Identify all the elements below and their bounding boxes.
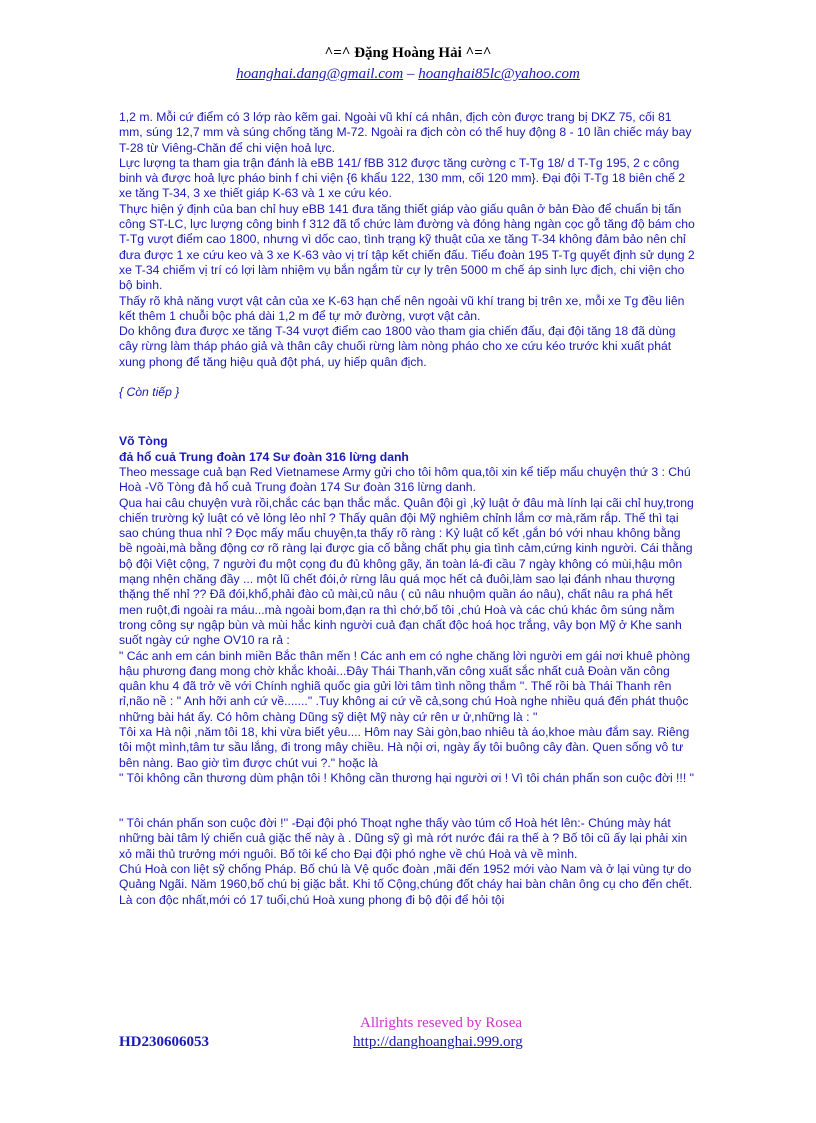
paragraph: Tôi xa Hà nội ,năm tôi 18, khi vừa biết yêu.... Hôm nay Sài gòn,bao nhiêu tà áo,khoe màu đắm say. Riêng tôi một mình,tâm tư sầu lắng, đi trong mây chiều. Hà nội ơi, ngày ấy tôi buông cây đàn. Quen sống vô tư bên nàng. Bao giờ tìm được chút vui ?." hoặc là <box>119 724 690 770</box>
paragraph: Qua hai câu chuyện vưà rồi,chắc các bạn thắc mắc. Quân đội gì ,kỷ luật ở đâu mà lính lại cãi chỉ huy,trong chiến trường kỷ luật có vẻ lỏng lẻo nhỉ ? Thấy quân đội Mỹ nghiêm chỉnh lắm cơ mà,răm rắp. Thế thì tại sao chúng thua nhỉ ? Đọc mấy mẩu chuyện,ta thấy rõ ràng : Kỷ luật cố kết ,gắn bó với nhau không bằng bề ngoài,mà bằng động cơ rõ ràng lại được gia cố bằng chất phụ gia tình cảm,cứng kinh người. Cái thằng bộ đội Việt cộng, 7 người đu một cọng đu đủ không gãy, ăn toàn lá-đi cầu 7 ngày không có mùi,hậu môn mạng nhện chăng đầy ... một lũ chết đói,ở rừng lâu quá mọc hết cả đuôi,làm sao lại đánh nhau thượng thặng thế nhỉ ?? Đã đói,khổ,phải đào củ mài,củ nâu ( củ nâu nhuộm quần áo nâu), chất nâu ra phá hết men ruột,đi ngoài ra máu...mà ngoài bom,đạn ra thì chớ,bố tôi ,chú Hoà và các chú khác ôm súng nằm trong công sự ngập bùn và mùi hắc kinh người cuả đạn chất độc hoá học trắng, vây bọn Mỹ ở Khe sanh suốt ngày cứ nghe OV10 ra rả : <box>119 495 694 648</box>
section-subtitle: đả hổ cuả Trung đoàn 174 Sư đoàn 316 lừng danh <box>119 449 409 464</box>
page-title: ^=^ Đặng Hoàng Hải ^=^ <box>324 45 492 61</box>
paragraph: Thấy rõ khả năng vượt vật cản của xe K-63 hạn chế nên ngoài vũ khí trang bị trên xe, mỗi xe Tg đều liên kết thêm 1 chuỗi bộc phá dài 1,2 m để tự mở đường, vượt vật cản. <box>119 293 685 323</box>
paragraph: Thực hiện ý định của ban chỉ huy eBB 141 đưa tăng thiết giáp vào giấu quân ở bản Đào để chuẩn bị tấn công ST-LC, lực lượng công binh f 312 đã tổ chức làm đường và đóng hàng ngàn cọc gỗ tăng độ bám cho T-Tg vượt điểm cao 1800, nhưng vì dốc cao, tình trạng kỹ thuật của xe tăng T-34 không đảm bảo nên chỉ đưa được 1 xe cứu keo và 3 xe K-63 vào vị trí tập kết chiến đấu. Tiểu đoàn 195 T-Tg quyết định sử dụng 2 xe T-34 chiếm vị trí có lợi làm nhiệm vụ bắn ngắm từ cự ly trên 5000 m chế áp sinh lực địch, chi viện cho bộ binh. <box>119 201 695 293</box>
page-header <box>0 44 816 84</box>
footer-url-link[interactable]: http://danghoanghai.999.org <box>353 1034 523 1050</box>
paragraph: " Tôi chán phấn son cuộc đời !'' -Đại đội phó Thoạt nghe thấy vào túm cổ Hoà hét lên:- Chúng mày hát những bài tâm lý chiến cuả giặc thế này à . Dũng sỹ gì mà rớt nước đái ra thế à ? Bố tôi cũ ấy lại phải xin xỏ mãi thủ trưởng mới nguôi. Bố tôi kể cho Đại đội phó nghe về chú Hoà và về mình. <box>119 816 688 861</box>
email-separator: – <box>403 66 419 82</box>
document-body <box>119 110 697 908</box>
paragraph: Lực lượng ta tham gia trận đánh là eBB 141/ fBB 312 được tăng cường c T-Tg 18/ d T-Tg 195, 2 c công binh và được hoả lực pháo binh f chi viện {6 khẩu 122, 130 mm, cối 120 mm}. Đại đội T-Tg 18 biên chế 2 xe tăng T-34, 3 xe thiết giáp K-63 và 1 xe cứu kéo. <box>119 155 686 201</box>
email-link-gmail[interactable]: hoanghai.dang@gmail.com <box>236 66 404 82</box>
paragraph: Theo message cuả bạn Red Vietnamese Army gửi cho tôi hôm qua,tôi xin kể tiếp mẩu chuyện thứ 3 : Chú Hoà -Võ Tòng đả hổ cuả Trung đoàn 174 Sư đoàn 316 lừng danh. <box>119 464 691 495</box>
paragraph: 1,2 m. Mỗi cứ điểm có 3 lớp rào kẽm gai. Ngoài vũ khí cá nhân, địch còn được trang bị DKZ 75, cối 81 mm, súng 12,7 mm và súng chống tăng M-72. Ngoài ra địch còn có thể huy động 8 - 10 lần chiếc máy bay T-28 từ Viêng-Chăn để chi viện hoả lực. <box>119 110 692 155</box>
section-author: Võ Tòng <box>119 434 168 449</box>
footer-document-code: HD230606053 <box>119 1034 209 1050</box>
paragraph: Do không đưa được xe tăng T-34 vượt điểm cao 1800 vào tham gia chiến đấu, đại đội tăng 18 đã dùng cây rừng làm tháp pháo giả và thân cây chuối rừng làm nòng pháo cho xe cứu kéo trước khi xuất phát xung phong để tăng hiệu quả đột phá, uy hiếp quân địch. <box>119 324 676 369</box>
paragraph: " Tôi không cần thương dùm phận tôi ! Không cần thương hại người ơi ! Vì tôi chán phấn son cuộc đời !!! " <box>119 770 694 785</box>
email-line <box>0 64 816 84</box>
email-link-yahoo[interactable]: hoanghai85lc@yahoo.com <box>418 66 580 82</box>
paragraph: Chú Hoà con liệt sỹ chống Pháp. Bố chú là Vệ quốc đoàn ,mãi đến 1952 mới vào Nam và ở lại vùng tự do Quảng Ngãi. Năm 1960,bố chú bị giặc bắt. Khi tố Cộng,chúng đốt cháy hai bàn chân ông cụ cho đến chết. Là con độc nhất,mới có 17 tuổi,chú Hoà xung phong đi bộ đội để hỏi tội <box>119 862 693 907</box>
continued-note: { Còn tiếp } <box>119 385 180 400</box>
footer-rights: Allrights reseved by Rosea <box>360 1015 523 1031</box>
paragraph: " Các anh em cán binh miền Bắc thân mến ! Các anh em có nghe chăng lời người em gái nơi khuê phòng hậu phương đang mong chờ khắc khoải...Đây Thái Thanh,văn công xuất sắc nhất cuả Đoàn văn công quân khu 4 đã trở về với Chính nghiã quốc gia gửi lời tâm tình nồng thắm ''. Thế rồi bà Thái Thanh rên rỉ,não nề : '' Anh hỡi anh cứ về......." .Tuy không ai cứ về cả,song chú Hoà nghe nhiều quá đến phát thuộc những bài hát ấy. Có hôm chàng Dũng sỹ diệt Mỹ này cứ rên ư ử,những là : '' <box>119 648 691 724</box>
